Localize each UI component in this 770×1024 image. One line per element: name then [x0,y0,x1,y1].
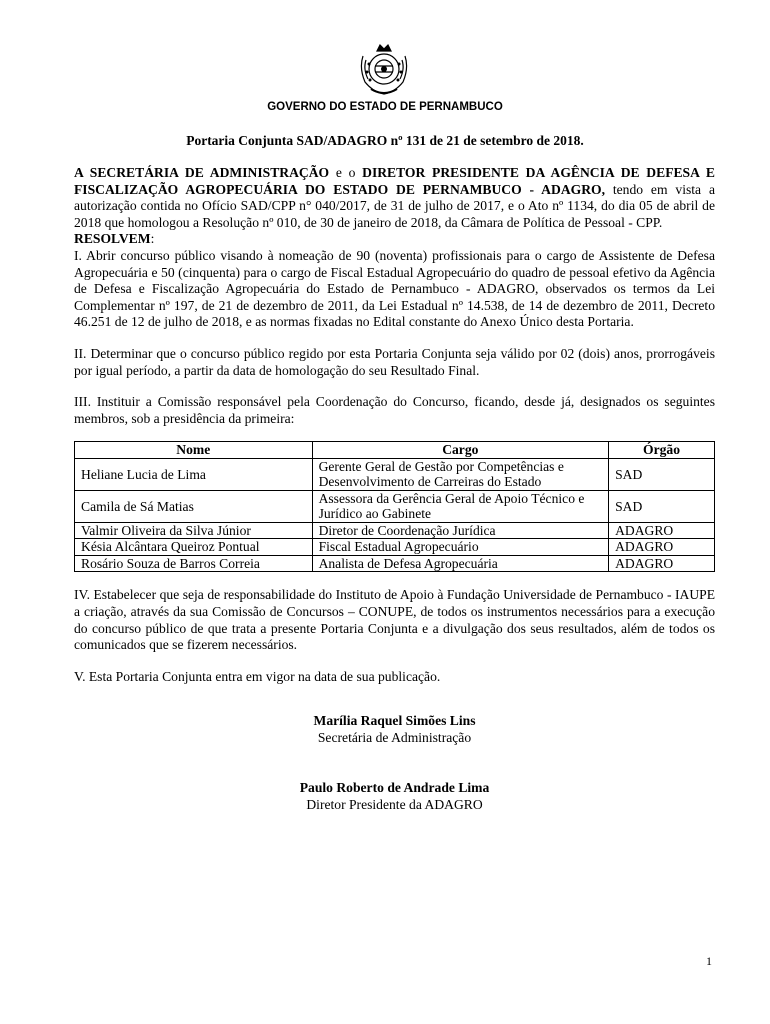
coat-of-arms-icon [357,42,411,98]
cell-cargo: Gerente Geral de Gestão por Competências e Desenvolvimento de Carreiras do Estado [312,458,609,490]
cell-cargo: Analista de Defesa Agropecuária [312,555,609,572]
signatory-name: Paulo Roberto de Andrade Lima [299,780,490,796]
table-row [75,555,715,572]
cell-nome: Camila de Sá Matias [75,490,313,522]
table-row [75,490,715,522]
cell-nome: Rosário Souza de Barros Correia [75,555,313,572]
item-iii: III. Instituir a Comissão responsável pela Coordenação do Concurso, ficando, desde já, designados os seguintes membros, sob a presidência da primeira: [74,394,715,426]
cell-nome: Heliane Lucia de Lima [75,458,313,490]
cell-cargo: Fiscal Estadual Agropecuário [312,539,609,556]
cell-nome: Valmir Oliveira da Silva Júnior [75,522,313,539]
cell-orgao: SAD [609,458,715,490]
item-i: I. Abrir concurso público visando à nomeação de 90 (noventa) profissionais para o cargo de Assistente de Defesa Agropecuária e 50 (cinquenta) para o cargo de Fiscal Estadual Agropecuário do quadro de pessoal efetivo da Agência de Defesa e Fiscalização Agropecuária do Estado de Pernambuco - ADAGRO, observados os termos da Lei Complementar nº 197, de 21 de dezembro de 2011, da Lei Estadual nº 14.538, de 14 de dezembro de 2011, Decreto 46.251 de 12 de julho de 2018, e as normas fixadas no Edital constante do Anexo Único desta Portaria. [74,247,715,330]
header-nome: Nome [75,442,313,459]
item-v: V. Esta Portaria Conjunta entra em vigor na data de sua publicação. [74,668,441,684]
header-cargo: Cargo [312,442,609,459]
table-header-row [75,442,715,459]
document-title: Portaria Conjunta SAD/ADAGRO nº 131 de 21 de setembro de 2018. [186,133,584,148]
cell-orgao: ADAGRO [609,522,715,539]
signatory-name: Marília Raquel Simões Lins [313,713,476,729]
table-row [75,458,715,490]
signatory-role: Diretor Presidente da ADAGRO [306,797,483,813]
signature-block-secretary [74,713,715,746]
item-ii: II. Determinar que o concurso público regido por esta Portaria Conjunta seja válido por 02 (dois) anos, prorrogáveis por igual período, a partir da data de homologação do seu Resultado Final. [74,345,715,378]
government-heading: GOVERNO DO ESTADO DE PERNAMBUCO [267,101,503,113]
secretary-title: A SECRETÁRIA DE ADMINISTRAÇÃO [74,165,330,180]
page-number: 1 [706,954,712,968]
document-body [74,165,715,814]
header-orgao: Órgão [609,442,715,459]
table-row [75,539,715,556]
intro-paragraph: A SECRETÁRIA DE ADMINISTRAÇÃO e o DIRETOR PRESIDENTE DA AGÊNCIA DE DEFESA E FISCALIZAÇÃO AGROPECUÁRIA DO ESTADO DE PERNAMBUCO - ADAGRO, tendo em vista a autorização contida no Ofício SAD/CPP n° 040/2017, de 31 de julho de 2017, e o Ato nº 1134, do dia 05 de abril de 2018 que homologou a Resolução nº 010, de 30 de janeiro de 2018, da Câmara de Política de Pessoal - CPP. [74,165,715,230]
cell-cargo: Assessora da Gerência Geral de Apoio Técnico e Jurídico ao Gabinete [312,490,609,522]
cell-cargo: Diretor de Coordenação Jurídica [312,522,609,539]
cell-orgao: ADAGRO [609,539,715,556]
cell-nome: Késia Alcântara Queiroz Pontual [75,539,313,556]
commission-table [74,441,715,572]
director-title: DIRETOR PRESIDENTE DA AGÊNCIA DE DEFESA E FISCALIZAÇÃO AGROPECUÁRIA DO ESTADO DE PERNAMBUCO - ADAGRO, [74,165,715,197]
cell-orgao: SAD [609,490,715,522]
resolvem-heading: RESOLVEM: [74,231,155,247]
item-iv: IV. Estabelecer que seja de responsabilidade do Instituto de Apoio à Fundação Universidade de Pernambuco - IAUPE a criação, através da sua Comissão de Concursos – CONUPE, de todos os instrumentos necessários para a execução do concurso público de que trata a presente Portaria Conjunta e a divulgação dos seus resultados, além de todos os comunicados que se fizerem necessários. [74,587,715,653]
signature-block-director [74,780,715,813]
table-row [75,522,715,539]
cell-orgao: ADAGRO [609,555,715,572]
signatory-role: Secretária de Administração [317,729,472,745]
